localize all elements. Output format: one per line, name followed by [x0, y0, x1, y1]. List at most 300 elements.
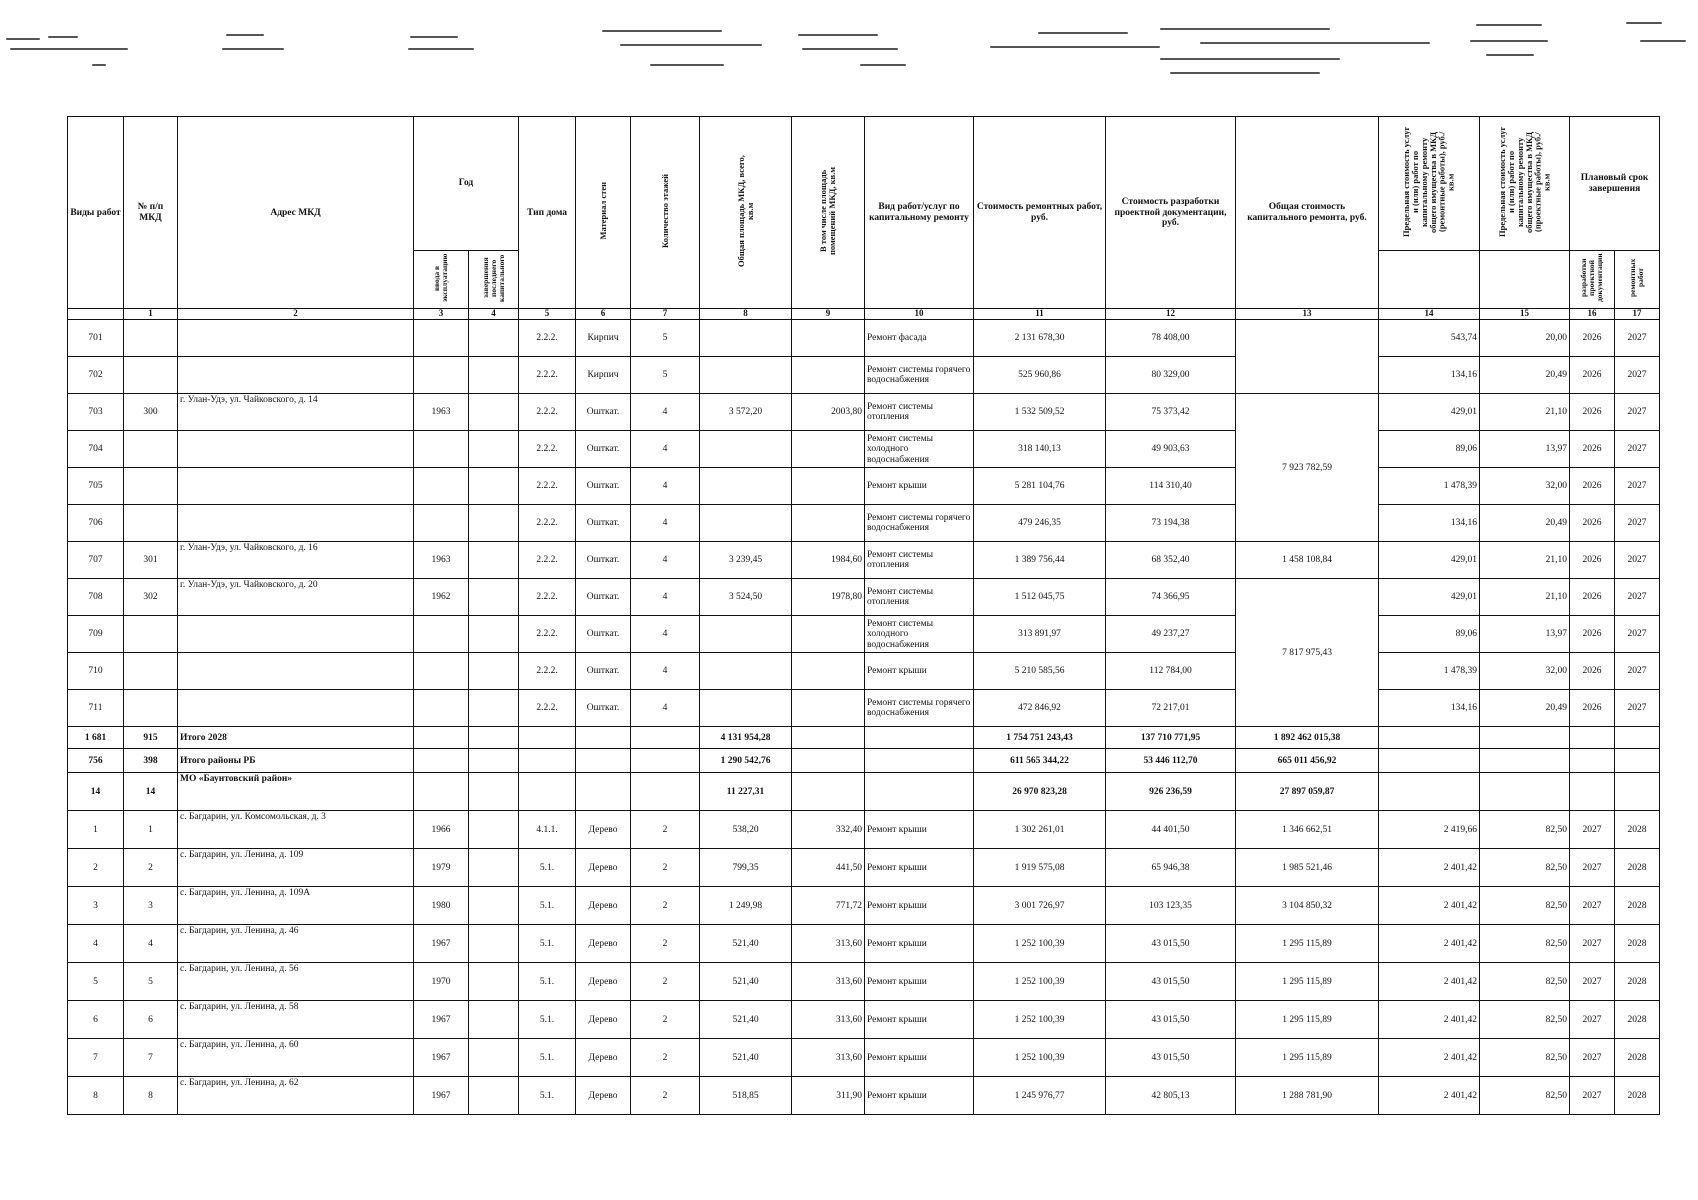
cell-deadline-design: 2027 — [1570, 811, 1615, 849]
cell-wall: Дерево — [576, 811, 631, 849]
cell-area-living: 332,40 — [792, 811, 865, 849]
column-number: 6 — [576, 309, 631, 320]
cell-limit-repair: 1 478,39 — [1379, 653, 1480, 690]
cell-floors: 4 — [631, 542, 700, 579]
cell-floors: 4 — [631, 394, 700, 431]
cell-limit-repair: 429,01 — [1379, 394, 1480, 431]
cell-cost-design: 926 236,59 — [1106, 773, 1236, 811]
cell-limit-design: 82,50 — [1480, 1077, 1570, 1115]
cell-cost-design: 65 946,38 — [1106, 849, 1236, 887]
cell-house-type: 5.1. — [519, 925, 576, 963]
col-header-work-type: Вид работ/услуг по капитальному ремонту — [865, 117, 974, 309]
cell-area-living — [792, 320, 865, 357]
cell-work-type: Ремонт системы горячего водоснабжения — [865, 357, 974, 394]
cell-address: г. Улан-Удэ, ул. Чайковского, д. 14 — [178, 394, 414, 431]
col-header-cost-repair: Стоимость ремонтных работ, руб. — [974, 117, 1106, 309]
cell-cost-repair: 1 532 509,52 — [974, 394, 1106, 431]
cell-limit-design: 21,10 — [1480, 394, 1570, 431]
cell-cost-total: 1 985 521,46 — [1236, 849, 1379, 887]
column-number: 1 — [124, 309, 178, 320]
cell-cost-design: 137 710 771,95 — [1106, 727, 1236, 749]
cell-limit-design: 82,50 — [1480, 849, 1570, 887]
cell-deadline-design: 2027 — [1570, 1039, 1615, 1077]
cell-limit-repair: 2 401,42 — [1379, 1077, 1480, 1115]
cell-deadline-design: 2027 — [1570, 1001, 1615, 1039]
cell-deadline-design: 2027 — [1570, 1077, 1615, 1115]
cell-floors: 2 — [631, 811, 700, 849]
cell-wall: Дерево — [576, 1039, 631, 1077]
cell-deadline-repair: 2028 — [1615, 1001, 1660, 1039]
column-number: 14 — [1379, 309, 1480, 320]
column-number: 11 — [974, 309, 1106, 320]
cell-year-commission: 1967 — [414, 1077, 469, 1115]
column-number: 17 — [1615, 309, 1660, 320]
cell-deadline-repair: 2028 — [1615, 887, 1660, 925]
cell-address: с. Багдарин, ул. Ленина, д. 62 — [178, 1077, 414, 1115]
cell-area-total: 1 249,98 — [700, 887, 792, 925]
table-row — [68, 357, 1660, 394]
cell-deadline-repair: 2027 — [1615, 616, 1660, 653]
table-cell — [1379, 749, 1480, 773]
cell-mkd-num — [124, 505, 178, 542]
cell-limit-design: 20,49 — [1480, 505, 1570, 542]
cell-area-total: 3 239,45 — [700, 542, 792, 579]
cell-year-commission: 1967 — [414, 1039, 469, 1077]
column-number: 4 — [469, 309, 519, 320]
cell-cost-design: 72 217,01 — [1106, 690, 1236, 727]
cell-mkd-num: 8 — [124, 1077, 178, 1115]
cell-mkd-num — [124, 320, 178, 357]
cell-limit-design: 21,10 — [1480, 579, 1570, 616]
cell-year-repair — [469, 616, 519, 653]
col-header-year: Год — [414, 117, 519, 251]
cell-mkd-num: 7 — [124, 1039, 178, 1077]
cell-deadline-design: 2026 — [1570, 653, 1615, 690]
cell-year-commission — [414, 320, 469, 357]
cell-cost-total: 1 346 662,51 — [1236, 811, 1379, 849]
cell-cost-total: 1 295 115,89 — [1236, 1039, 1379, 1077]
cell-year-repair — [469, 320, 519, 357]
cell-limit-repair: 2 401,42 — [1379, 963, 1480, 1001]
cell-area-total: 799,35 — [700, 849, 792, 887]
cell-work-id: 6 — [68, 1001, 124, 1039]
cell-area-living — [792, 505, 865, 542]
cell-limit-design: 82,50 — [1480, 811, 1570, 849]
table-row — [68, 1077, 1660, 1115]
cell-year-repair — [469, 579, 519, 616]
cell-address — [178, 468, 414, 505]
cell-total-label: МО «Баунтовский район» — [178, 773, 414, 811]
col-header-area-total: Общая площадь МКД, всего, кв.м — [700, 117, 792, 309]
cell-deadline-design: 2026 — [1570, 690, 1615, 727]
cell-limit-repair: 2 419,66 — [1379, 811, 1480, 849]
cell-cost-repair: 472 846,92 — [974, 690, 1106, 727]
col-header-cost-total: Общая стоимость капитального ремонта, руб. — [1236, 117, 1379, 309]
cell-area-total — [700, 431, 792, 468]
cell-limit-design: 13,97 — [1480, 431, 1570, 468]
table-cell — [469, 749, 519, 773]
col-header-floors: Количество этажей — [631, 117, 700, 309]
cell-year-repair — [469, 431, 519, 468]
table-row — [68, 320, 1660, 357]
total-row — [68, 749, 1660, 773]
cell-cost-total: 1 295 115,89 — [1236, 1001, 1379, 1039]
cell-wall: Дерево — [576, 963, 631, 1001]
cell-wall: Дерево — [576, 925, 631, 963]
cell-cost-design: 49 237,27 — [1106, 616, 1236, 653]
cell-work-type: Ремонт крыши — [865, 1001, 974, 1039]
cell-total-label: Итого районы РБ — [178, 749, 414, 773]
cell-address — [178, 690, 414, 727]
cell-cost-repair: 5 281 104,76 — [974, 468, 1106, 505]
cell-cost-repair: 1 919 575,08 — [974, 849, 1106, 887]
cell-work-type: Ремонт системы холодного водоснабжения — [865, 431, 974, 468]
table-cell — [1480, 727, 1570, 749]
cell-cost-repair: 1 754 751 243,43 — [974, 727, 1106, 749]
cell-year-commission: 1967 — [414, 1001, 469, 1039]
cell-mkd-num: 3 — [124, 887, 178, 925]
cell-year-commission — [414, 653, 469, 690]
cell-floors: 2 — [631, 887, 700, 925]
cell-wall: Ошткат. — [576, 653, 631, 690]
cell-cost-total: 3 104 850,32 — [1236, 887, 1379, 925]
cell-address: с. Багдарин, ул. Ленина, д. 46 — [178, 925, 414, 963]
cell-work-type: Ремонт системы горячего водоснабжения — [865, 690, 974, 727]
cell-area-living: 313,60 — [792, 925, 865, 963]
cell-cost-total: 1 458 108,84 — [1236, 542, 1379, 579]
table-row — [68, 925, 1660, 963]
cell-limit-design: 20,49 — [1480, 357, 1570, 394]
cell-floors: 2 — [631, 849, 700, 887]
col-header-limit-repair-blank — [1379, 251, 1480, 309]
cell-area-total: 521,40 — [700, 1039, 792, 1077]
cell-mkd-num: 301 — [124, 542, 178, 579]
cell-year-repair — [469, 811, 519, 849]
table-row — [68, 811, 1660, 849]
cell-work-id: 710 — [68, 653, 124, 690]
table-cell — [519, 749, 576, 773]
cell-area-total: 3 524,50 — [700, 579, 792, 616]
cell-cost-repair: 3 001 726,97 — [974, 887, 1106, 925]
cell-cost-design: 43 015,50 — [1106, 963, 1236, 1001]
table-cell — [1570, 749, 1615, 773]
cell-area-total — [700, 357, 792, 394]
cell-mkd-num: 5 — [124, 963, 178, 1001]
table-cell — [414, 749, 469, 773]
cell-work-id: 5 — [68, 963, 124, 1001]
cell-area-living: 313,60 — [792, 1039, 865, 1077]
cell-deadline-design: 2027 — [1570, 963, 1615, 1001]
cell-work-id: 756 — [68, 749, 124, 773]
cell-year-commission — [414, 431, 469, 468]
table-row — [68, 1039, 1660, 1077]
cell-wall: Кирпич — [576, 320, 631, 357]
col-header-house-type: Тип дома — [519, 117, 576, 309]
cell-deadline-design: 2027 — [1570, 849, 1615, 887]
cell-house-type: 2.2.2. — [519, 468, 576, 505]
cell-limit-design: 82,50 — [1480, 887, 1570, 925]
cell-year-commission: 1980 — [414, 887, 469, 925]
cell-mkd-num: 302 — [124, 579, 178, 616]
cell-wall: Ошткат. — [576, 505, 631, 542]
cell-area-living — [792, 357, 865, 394]
cell-area-total: 521,40 — [700, 963, 792, 1001]
cell-limit-design: 82,50 — [1480, 925, 1570, 963]
cell-limit-design: 82,50 — [1480, 1001, 1570, 1039]
cell-floors: 2 — [631, 1039, 700, 1077]
table-row — [68, 431, 1660, 468]
table-cell — [576, 727, 631, 749]
cell-work-type: Ремонт крыши — [865, 811, 974, 849]
cell-area-total: 521,40 — [700, 925, 792, 963]
cell-limit-design: 32,00 — [1480, 468, 1570, 505]
cell-cost-design: 49 903,63 — [1106, 431, 1236, 468]
cell-house-type: 5.1. — [519, 1001, 576, 1039]
cell-year-commission: 1979 — [414, 849, 469, 887]
cell-year-commission: 1967 — [414, 925, 469, 963]
cell-house-type: 5.1. — [519, 1039, 576, 1077]
cell-year-repair — [469, 925, 519, 963]
cell-cost-total: 1 295 115,89 — [1236, 963, 1379, 1001]
cell-deadline-repair: 2027 — [1615, 579, 1660, 616]
cell-address: с. Багдарин, ул. Ленина, д. 109А — [178, 887, 414, 925]
cell-area-living — [792, 690, 865, 727]
col-header-year-commission: ввода в эксплуатацию — [414, 251, 469, 309]
table-cell — [576, 749, 631, 773]
cell-deadline-design: 2026 — [1570, 431, 1615, 468]
cell-address — [178, 653, 414, 690]
cell-area-living — [792, 468, 865, 505]
cell-area-total: 1 290 542,76 — [700, 749, 792, 773]
cell-work-type: Ремонт системы отопления — [865, 579, 974, 616]
cell-limit-design: 21,10 — [1480, 542, 1570, 579]
cell-deadline-repair: 2028 — [1615, 849, 1660, 887]
cell-limit-design: 13,97 — [1480, 616, 1570, 653]
column-number: 7 — [631, 309, 700, 320]
table-cell — [414, 773, 469, 811]
cell-area-total: 11 227,31 — [700, 773, 792, 811]
cell-work-id: 8 — [68, 1077, 124, 1115]
cell-year-commission: 1963 — [414, 542, 469, 579]
cell-area-total: 521,40 — [700, 1001, 792, 1039]
table-cell — [792, 773, 865, 811]
cell-deadline-design: 2026 — [1570, 579, 1615, 616]
table-cell — [631, 749, 700, 773]
cell-year-commission: 1966 — [414, 811, 469, 849]
cell-cost-design: 112 784,00 — [1106, 653, 1236, 690]
column-number: 3 — [414, 309, 469, 320]
cell-cost-design: 80 329,00 — [1106, 357, 1236, 394]
cell-mkd-num: 14 — [124, 773, 178, 811]
cell-work-type: Ремонт крыши — [865, 1039, 974, 1077]
cell-area-total: 518,85 — [700, 1077, 792, 1115]
cell-year-commission — [414, 690, 469, 727]
cell-limit-repair: 2 401,42 — [1379, 887, 1480, 925]
cell-limit-repair: 1 478,39 — [1379, 468, 1480, 505]
cell-wall: Дерево — [576, 1077, 631, 1115]
cell-deadline-design: 2026 — [1570, 505, 1615, 542]
cell-wall: Ошткат. — [576, 394, 631, 431]
table-cell — [414, 727, 469, 749]
cell-work-id: 4 — [68, 925, 124, 963]
cell-cost-repair: 1 252 100,39 — [974, 1001, 1106, 1039]
cell-house-type: 2.2.2. — [519, 431, 576, 468]
cell-work-id: 703 — [68, 394, 124, 431]
cell-cost-design: 75 373,42 — [1106, 394, 1236, 431]
cell-cost-repair: 313 891,97 — [974, 616, 1106, 653]
cell-area-total — [700, 468, 792, 505]
cell-wall: Ошткат. — [576, 542, 631, 579]
cell-cost-total: 665 011 456,92 — [1236, 749, 1379, 773]
cell-cost-repair: 611 565 344,22 — [974, 749, 1106, 773]
cell-area-living — [792, 431, 865, 468]
cell-cost-repair: 5 210 585,56 — [974, 653, 1106, 690]
cell-area-total: 4 131 954,28 — [700, 727, 792, 749]
column-number — [68, 309, 124, 320]
cell-area-living: 313,60 — [792, 1001, 865, 1039]
cell-limit-design: 20,49 — [1480, 690, 1570, 727]
cell-deadline-design: 2026 — [1570, 468, 1615, 505]
cell-limit-design: 82,50 — [1480, 1039, 1570, 1077]
cell-area-living — [792, 653, 865, 690]
cell-floors: 2 — [631, 1077, 700, 1115]
cell-house-type: 2.2.2. — [519, 542, 576, 579]
table-cell — [469, 727, 519, 749]
column-numbers-row — [68, 309, 1660, 320]
cell-mkd-num: 300 — [124, 394, 178, 431]
cell-limit-repair: 2 401,42 — [1379, 1039, 1480, 1077]
cell-address: с. Багдарин, ул. Ленина, д. 109 — [178, 849, 414, 887]
cell-year-repair — [469, 1001, 519, 1039]
cell-area-living: 311,90 — [792, 1077, 865, 1115]
cell-floors: 4 — [631, 579, 700, 616]
cell-work-id: 709 — [68, 616, 124, 653]
cell-wall: Дерево — [576, 887, 631, 925]
cell-work-type: Ремонт крыши — [865, 468, 974, 505]
column-number: 2 — [178, 309, 414, 320]
cell-total-label: Итого 2028 — [178, 727, 414, 749]
cell-cost-design: 44 401,50 — [1106, 811, 1236, 849]
cell-work-id: 711 — [68, 690, 124, 727]
table-cell — [631, 773, 700, 811]
cell-year-repair — [469, 1077, 519, 1115]
cell-cost-total: 7 923 782,59 — [1236, 394, 1379, 542]
cell-cost-repair: 1 245 976,77 — [974, 1077, 1106, 1115]
cell-house-type: 5.1. — [519, 849, 576, 887]
cell-work-type: Ремонт фасада — [865, 320, 974, 357]
cell-mkd-num — [124, 431, 178, 468]
cell-house-type: 5.1. — [519, 1077, 576, 1115]
cell-deadline-repair: 2027 — [1615, 431, 1660, 468]
col-header-limit-design: Предельная стоимость услуг и (или) работ по капитальному ремонту общего имущества в МКД (проектные работы), руб./кв.м — [1480, 117, 1570, 251]
cell-limit-repair: 134,16 — [1379, 505, 1480, 542]
cell-year-repair — [469, 1039, 519, 1077]
cell-work-id: 1 681 — [68, 727, 124, 749]
cell-address: с. Багдарин, ул. Ленина, д. 58 — [178, 1001, 414, 1039]
cell-year-commission — [414, 505, 469, 542]
table-cell — [1570, 773, 1615, 811]
cell-area-total — [700, 320, 792, 357]
table-row — [68, 542, 1660, 579]
cell-floors: 2 — [631, 925, 700, 963]
column-number: 15 — [1480, 309, 1570, 320]
cell-work-id: 7 — [68, 1039, 124, 1077]
cell-work-type: Ремонт системы отопления — [865, 394, 974, 431]
cell-deadline-repair: 2027 — [1615, 690, 1660, 727]
capital-repair-table — [67, 116, 1660, 1115]
cell-cost-design: 43 015,50 — [1106, 925, 1236, 963]
cell-limit-repair: 89,06 — [1379, 431, 1480, 468]
cell-work-type: Ремонт крыши — [865, 925, 974, 963]
table-row — [68, 887, 1660, 925]
column-number: 5 — [519, 309, 576, 320]
cell-year-commission: 1970 — [414, 963, 469, 1001]
cell-year-repair — [469, 887, 519, 925]
cell-floors: 4 — [631, 505, 700, 542]
cell-cost-repair: 1 512 045,75 — [974, 579, 1106, 616]
table-row — [68, 394, 1660, 431]
col-header-num: № п/п МКД — [124, 117, 178, 309]
table-cell — [865, 773, 974, 811]
cell-deadline-design: 2026 — [1570, 542, 1615, 579]
cell-deadline-repair: 2027 — [1615, 468, 1660, 505]
cell-house-type: 5.1. — [519, 963, 576, 1001]
cell-house-type: 4.1.1. — [519, 811, 576, 849]
cell-house-type: 5.1. — [519, 887, 576, 925]
cell-address: с. Багдарин, ул. Ленина, д. 60 — [178, 1039, 414, 1077]
cell-work-id: 2 — [68, 849, 124, 887]
table-cell — [1480, 749, 1570, 773]
cell-area-total — [700, 653, 792, 690]
cell-year-repair — [469, 394, 519, 431]
cell-house-type: 2.2.2. — [519, 579, 576, 616]
cell-deadline-design: 2027 — [1570, 887, 1615, 925]
cell-cost-repair: 318 140,13 — [974, 431, 1106, 468]
cell-year-commission — [414, 468, 469, 505]
cell-wall: Ошткат. — [576, 431, 631, 468]
cell-year-repair — [469, 542, 519, 579]
table-row — [68, 653, 1660, 690]
cell-area-living: 2003,80 — [792, 394, 865, 431]
col-header-limit-repair: Предельная стоимость услуг и (или) работ по капитальному ремонту общего имущества в МКД (ремонтные работы), руб./кв.м — [1379, 117, 1480, 251]
cell-mkd-num — [124, 616, 178, 653]
cell-cost-total: 1 288 781,90 — [1236, 1077, 1379, 1115]
cell-deadline-repair: 2028 — [1615, 963, 1660, 1001]
cell-address: с. Багдарин, ул. Комсомольская, д. 3 — [178, 811, 414, 849]
cell-deadline-repair: 2028 — [1615, 925, 1660, 963]
table-cell — [519, 727, 576, 749]
cell-limit-design: 20,00 — [1480, 320, 1570, 357]
cell-limit-repair: 2 401,42 — [1379, 849, 1480, 887]
cell-cost-total: 1 295 115,89 — [1236, 925, 1379, 963]
cell-year-commission — [414, 616, 469, 653]
cell-work-id: 706 — [68, 505, 124, 542]
cell-mkd-num: 6 — [124, 1001, 178, 1039]
cell-area-living — [792, 616, 865, 653]
cell-work-type: Ремонт крыши — [865, 653, 974, 690]
table-cell — [865, 749, 974, 773]
cell-address — [178, 505, 414, 542]
cell-deadline-repair: 2027 — [1615, 357, 1660, 394]
col-header-limit-design-blank — [1480, 251, 1570, 309]
col-header-address: Адрес МКД — [178, 117, 414, 309]
cell-deadline-repair: 2027 — [1615, 320, 1660, 357]
cell-work-id: 704 — [68, 431, 124, 468]
total-row — [68, 773, 1660, 811]
cell-year-commission — [414, 357, 469, 394]
cell-house-type: 2.2.2. — [519, 653, 576, 690]
col-header-deadline-design: разработки проектной документации — [1570, 251, 1615, 309]
